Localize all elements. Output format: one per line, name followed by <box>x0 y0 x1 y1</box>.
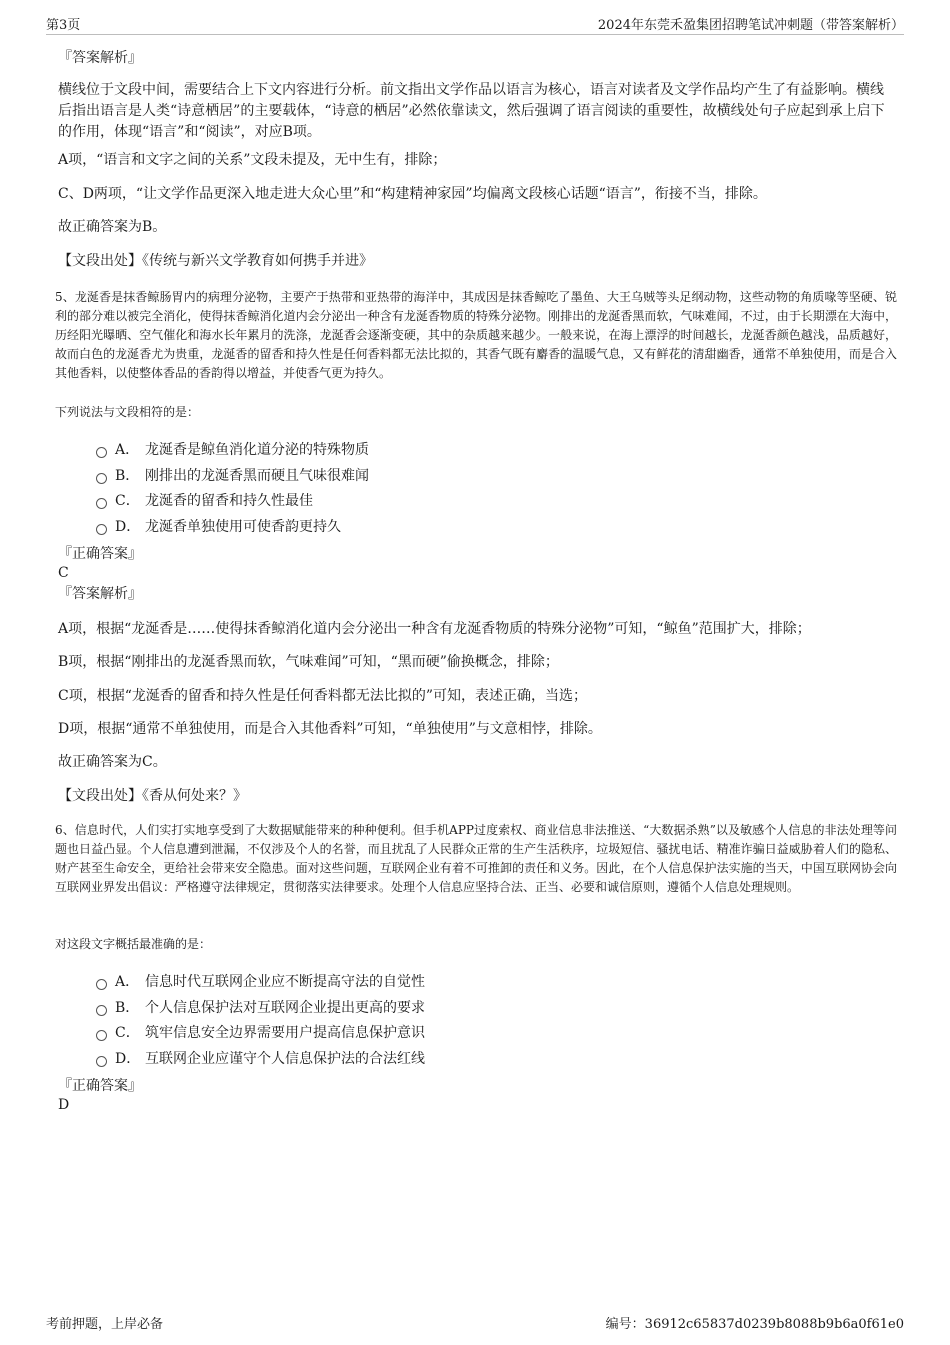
option-c[interactable]: C． 龙涎香的留香和持久性最佳 <box>96 490 313 510</box>
radio-icon[interactable] <box>96 498 107 509</box>
radio-icon[interactable] <box>96 1056 107 1067</box>
answer-value: C <box>58 565 69 581</box>
question-prompt: 对这段文字概括最准确的是： <box>55 937 212 951</box>
question-passage: 6、信息时代，人们实打实地享受到了大数据赋能带来的种种便利。但手机APP过度索权、商业信息非法推送、“大数据杀熟”以及敏感个人信息的非法处理等问题也日益凸显。个人信息遭到泄漏，不仅涉及个人的名誉，而且扰乱了人民群众正常的生产生活秩序，垃圾短信、骚扰电话、精准诈骗日益威胁着人们的隐私、财产甚至生命安全，更给社会带来安全隐患。面对这些问题，互联网企业有着不可推卸的责任和义务。因此，在个人信息保护法实施的当天，中国互联网协会向互联网业界发出倡议：严格遵守法律规定，贯彻落实法律要求。处理个人信息应坚持合法、正当、必要和诚信原则，遵循个人信息处理规则。 <box>55 823 897 894</box>
option-c[interactable]: C． 筑牢信息安全边界需要用户提高信息保护意识 <box>96 1022 425 1042</box>
question-passage: 5、龙涎香是抹香鲸肠胃内的病理分泌物，主要产于热带和亚热带的海洋中，其成因是抹香鲸吃了墨鱼、大王乌贼等头足纲动物，这些动物的角质喙等坚硬、锐利的部分难以被完全消化，使得抹香鲸消化道内会分泌出一种含有龙涎香物质的特殊分泌物。刚排出的龙涎香黑而软，气味难闻，不过，由于长期漂在大海中，历经阳光曝晒、空气催化和海水长年累月的洗涤，龙涎香会逐渐变硬，其中的杂质越来越少。一般来说，在海上漂浮的时间越长，龙涎香颜色越浅，品质越好，故而白色的龙涎香尤为贵重，龙涎香的留香和持久性是任何香料都无法比拟的，其香气既有麝香的温暖气息，又有鲜花的清甜幽香，通常不单独使用，而是合入其他香料，以使整体香品的香韵得以增益，并使香气更为持久。 <box>55 290 897 380</box>
analysis-label: 『答案解析』 <box>58 50 142 66</box>
radio-icon[interactable] <box>96 473 107 484</box>
analysis-paragraph: 横线位于文段中间，需要结合上下文内容进行分析。前文指出文学作品以语言为核心，语言对读者及文学作品均产生了有益影响。横线后指出语言是人类“诗意栖居”的主要载体，“诗意的栖居”必然依靠读文，然后强调了语言阅读的重要性，故横线处句子应起到承上启下的作用，体现“语言”和“阅读”，对应B项。 <box>58 82 885 140</box>
footer-slogan: 考前押题，上岸必备 <box>46 1317 164 1332</box>
option-d[interactable]: D． 互联网企业应谨守个人信息保护法的合法红线 <box>96 1048 425 1068</box>
option-a[interactable]: A． 信息时代互联网企业应不断提高守法的自觉性 <box>96 971 425 991</box>
question-prompt: 下列说法与文段相符的是： <box>55 405 200 419</box>
analysis-paragraph: B项，根据“刚排出的龙涎香黑而软，气味难闻”可知，“黑而硬”偷换概念，排除； <box>58 654 559 670</box>
page-header <box>46 14 904 35</box>
analysis-label: 『答案解析』 <box>58 586 142 602</box>
page-number: 第3页 <box>46 18 81 33</box>
answer-label: 『正确答案』 <box>58 1078 142 1094</box>
radio-icon[interactable] <box>96 524 107 535</box>
radio-icon[interactable] <box>96 447 107 458</box>
answer-label: 『正确答案』 <box>58 546 142 562</box>
option-b[interactable]: B． 刚排出的龙涎香黑而硬且气味很难闻 <box>96 465 369 485</box>
analysis-paragraph: C、D两项，“让文学作品更深入地走进大众心里”和“构建精神家园”均偏离文段核心话题“语言”，衔接不当，排除。 <box>58 186 767 202</box>
analysis-paragraph: A项，“语言和文字之间的关系”文段未提及，无中生有，排除； <box>58 152 447 168</box>
answer-value: D <box>58 1097 70 1113</box>
radio-icon[interactable] <box>96 979 107 990</box>
option-d[interactable]: D． 龙涎香单独使用可使香韵更持久 <box>96 516 341 536</box>
analysis-paragraph: D项，根据“通常不单独使用，而是合入其他香料”可知，“单独使用”与文意相悖，排除。 <box>58 721 602 737</box>
document-id: 编号：36912c65837d0239b8088b9b6a0f61e0 <box>605 1317 904 1332</box>
source-citation: 【文段出处】《香从何处来？》 <box>58 788 247 804</box>
analysis-conclusion: 故正确答案为B。 <box>58 219 167 235</box>
document-title: 2024年东莞禾盈集团招聘笔试冲刺题（带答案解析） <box>597 18 904 33</box>
analysis-paragraph: A项，根据“龙涎香是……使得抹香鲸消化道内会分泌出一种含有龙涎香物质的特殊分泌物”可知，“鲸鱼”范围扩大，排除； <box>58 621 811 637</box>
option-b[interactable]: B． 个人信息保护法对互联网企业提出更高的要求 <box>96 997 425 1017</box>
radio-icon[interactable] <box>96 1005 107 1016</box>
analysis-paragraph: C项，根据“龙涎香的留香和持久性是任何香料都无法比拟的”可知，表述正确，当选； <box>58 688 588 704</box>
analysis-conclusion: 故正确答案为C。 <box>58 754 167 770</box>
radio-icon[interactable] <box>96 1030 107 1041</box>
option-a[interactable]: A． 龙涎香是鲸鱼消化道分泌的特殊物质 <box>96 439 369 459</box>
source-citation: 【文段出处】《传统与新兴文学教育如何携手并进》 <box>58 253 373 269</box>
